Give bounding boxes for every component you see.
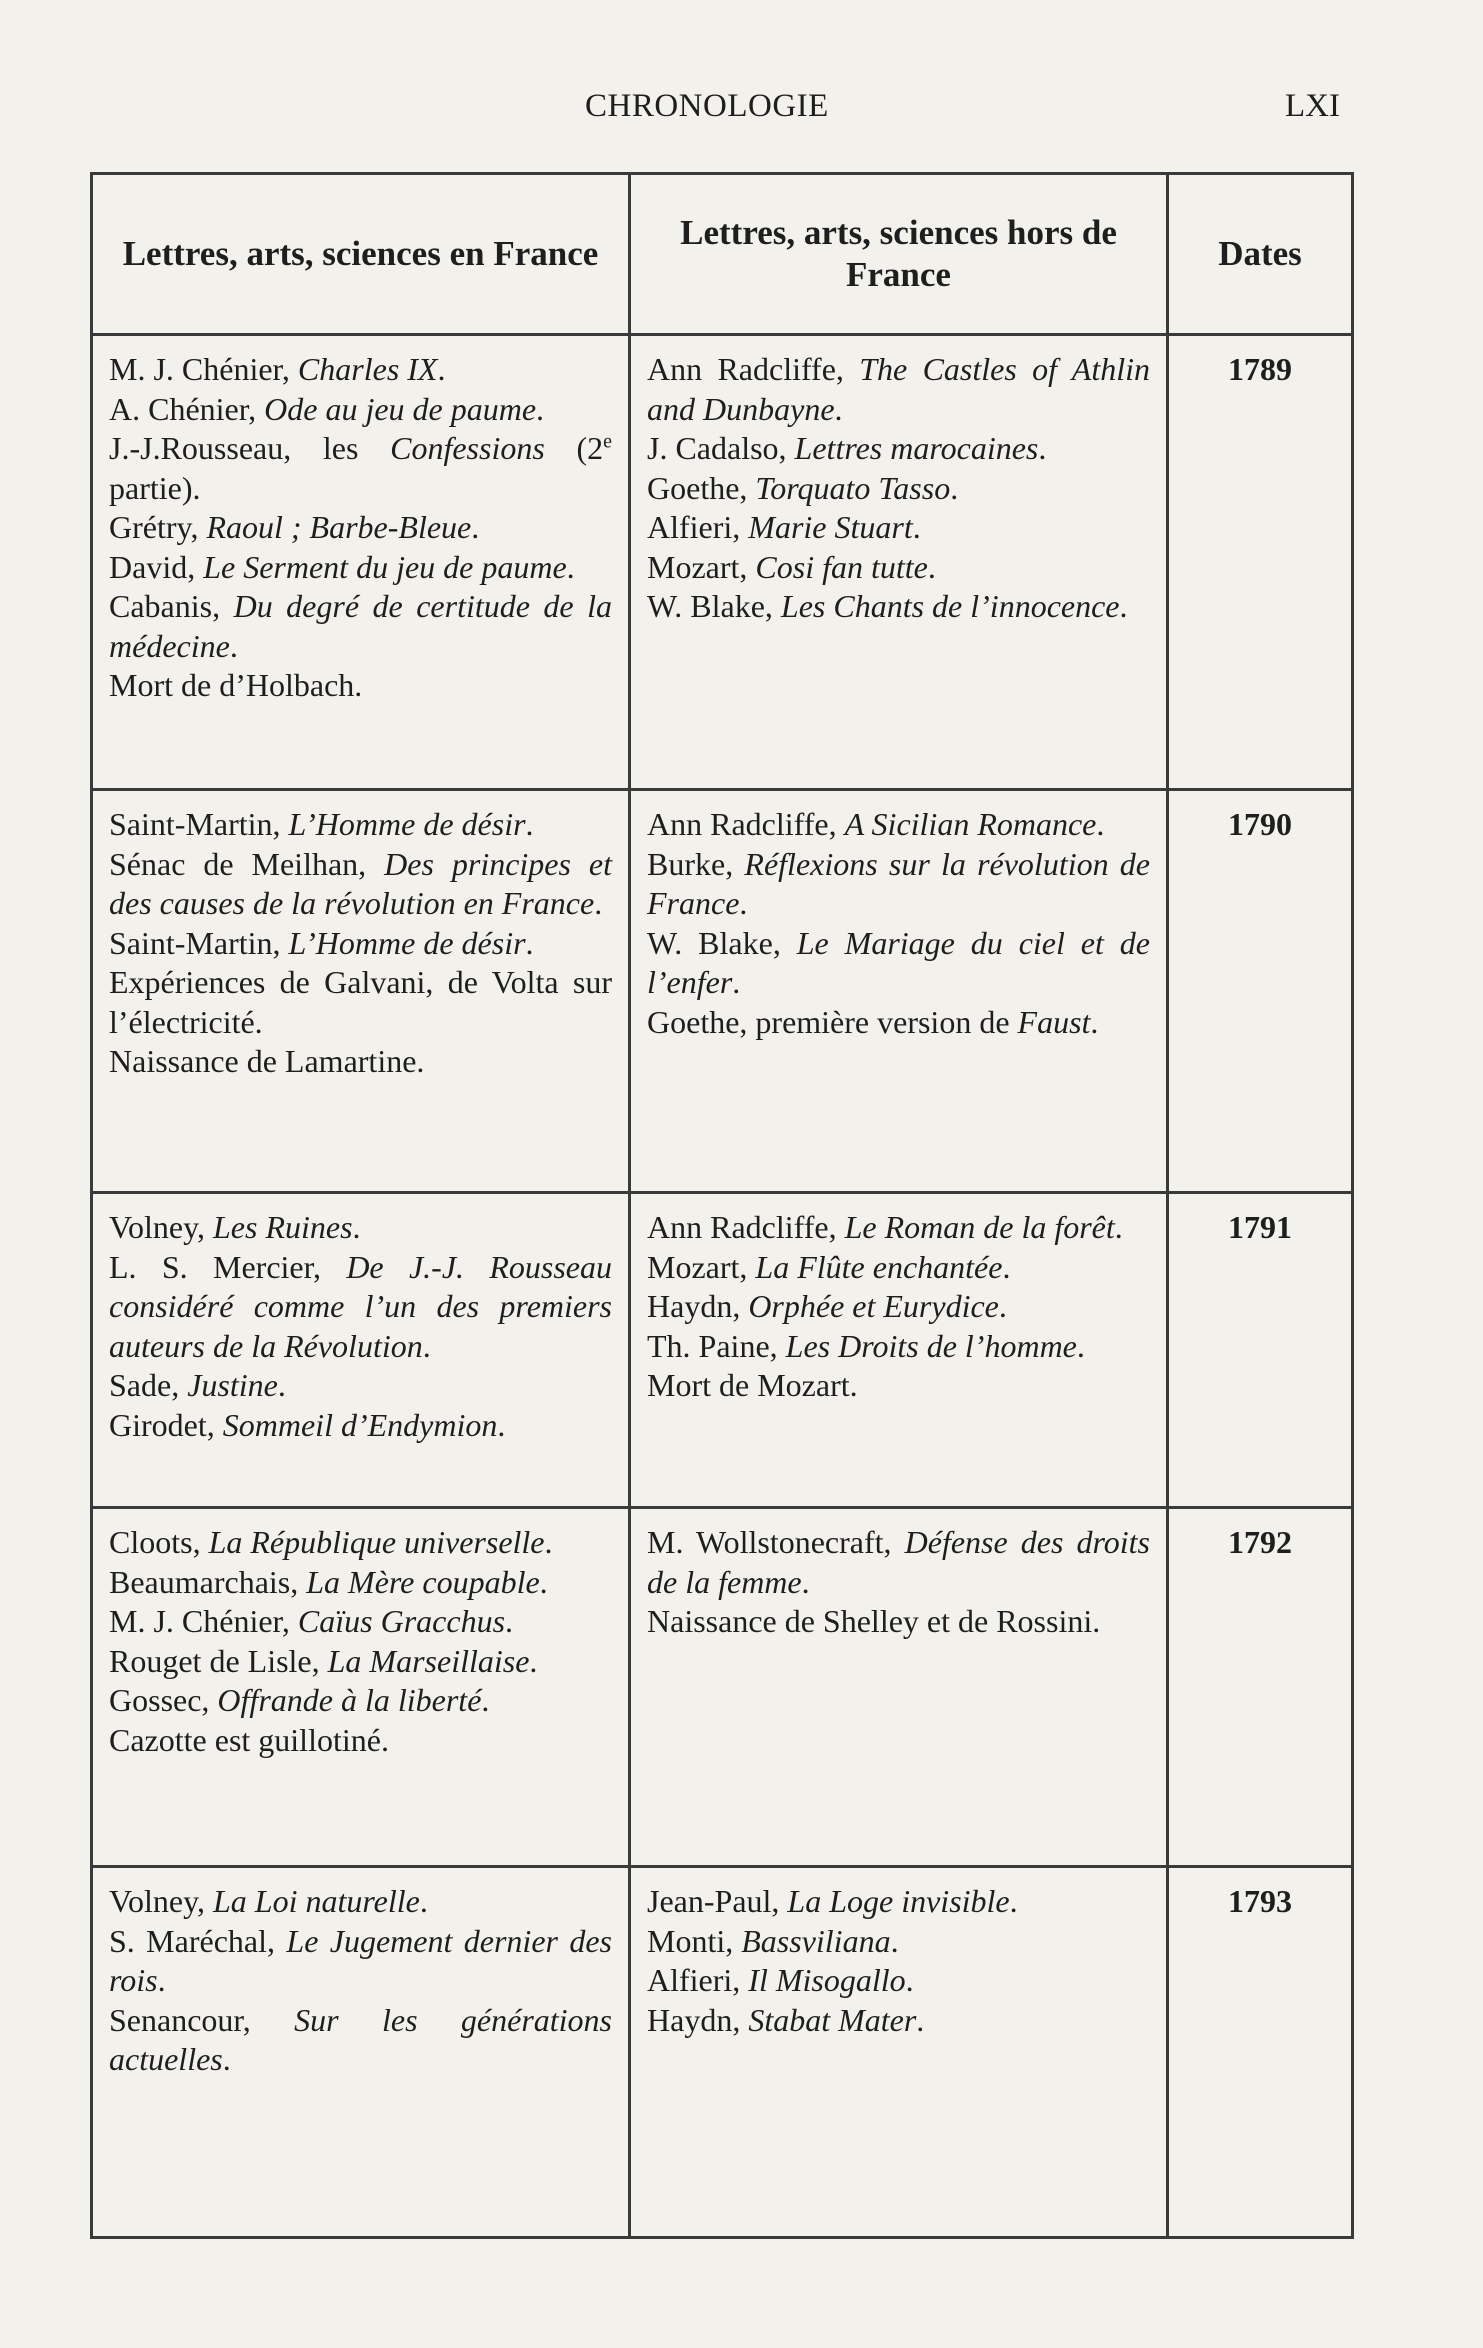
entry-work-title: Justine [187, 1367, 278, 1403]
entry-tail: . [419, 1883, 428, 1919]
entry-author: Ann Radcliffe, [647, 1209, 845, 1245]
entry-work-title: Il Misogallo [748, 1962, 906, 1998]
entry-tail: . [277, 1367, 286, 1403]
entry-author: Cabanis, [109, 588, 234, 624]
entry-tail: . [739, 885, 748, 921]
entry-work-title: Stabat Mater [748, 2001, 917, 2038]
header-row [92, 174, 1353, 335]
entry-author: Monti, [647, 1922, 742, 1959]
cell-abroad [630, 1193, 1168, 1508]
entry-work-title: La Flûte enchantée [755, 1248, 1003, 1285]
entry-tail: . [566, 548, 575, 585]
entry-work-title: La Loi naturelle [213, 1883, 420, 1919]
entry-author: Naissance de Shelley et de Rossini. [647, 1603, 1101, 1639]
header-dates: Dates [1168, 174, 1353, 335]
entry-work-title: Caïus Gracchus [297, 1603, 506, 1639]
entry-author: J. Cadalso, [647, 430, 795, 466]
entry-author: Volney, [109, 1883, 213, 1919]
entry-work-title: Défense des droits de la femme [647, 1524, 1151, 1600]
entry-author: Naissance de Lamartine. [109, 1043, 425, 1079]
entry-author: A. Chénier, [109, 390, 265, 427]
entry [109, 390, 612, 430]
entry-author: W. Blake, [647, 588, 781, 624]
entry-work-title: La République universelle [208, 1524, 545, 1560]
entry-tail: . [1009, 1883, 1018, 1919]
entry [109, 1208, 612, 1248]
entry-work-title: Confessions [390, 430, 545, 466]
entry-tail: . [222, 2041, 231, 2077]
entry-work-title: Torquato Tasso [755, 469, 951, 506]
entry-tail: . [481, 1682, 490, 1718]
entry [647, 587, 1150, 627]
entry-author: Alfieri, [647, 509, 749, 545]
entry-work-title: L’Homme de désir [288, 806, 526, 842]
cell-date: 1793 [1168, 1867, 1353, 2238]
entry-work-title: Le Serment du jeu de paume [203, 548, 567, 585]
entry-work-title: Les Chants de l’innocence [780, 588, 1120, 624]
entry-author: Goethe, première version de [647, 1003, 1018, 1040]
entry-work-title: Réflexions sur la révolution de France [647, 845, 1151, 921]
entry [647, 1327, 1150, 1367]
entry-author: Saint-Martin, [109, 806, 289, 842]
entry-tail: . [525, 924, 534, 961]
entry-author: Rouget de Lisle, [109, 1642, 328, 1679]
entry-author: Mort de d’Holbach. [109, 667, 363, 703]
entry-author: M. Wollstonecraft, [647, 1524, 905, 1560]
entry-author: Beaumarchais, [109, 1563, 307, 1600]
entry-author: Haydn, [647, 2001, 749, 2038]
entry-work-title: Du degré de certitude de la médecine [109, 588, 612, 664]
entry-work-title: La Marseillaise [327, 1642, 530, 1679]
page-number: LXI [1285, 88, 1340, 124]
entry-work-title: Les Droits de l’homme [785, 1327, 1077, 1364]
entry-tail: . [536, 390, 545, 427]
entry-author: Sade, [109, 1367, 188, 1403]
entry [109, 924, 612, 964]
entry-tail: . [422, 1327, 431, 1364]
entry-tail: . [834, 390, 843, 427]
entry-work-title: La Mère coupable [306, 1563, 540, 1600]
entry-work-title: Marie Stuart [748, 509, 913, 545]
entry-tail: . [1119, 588, 1128, 624]
entry-work-title: Bassviliana [741, 1922, 891, 1959]
entry-tail: . [801, 1563, 810, 1600]
entry-tail: . [890, 1922, 899, 1959]
entry [109, 2001, 612, 2080]
entry [647, 805, 1150, 845]
header-abroad: Lettres, arts, sciences hors de France [630, 174, 1168, 335]
entry [109, 1523, 612, 1563]
entry-tail: . [905, 1962, 914, 1998]
entry [647, 1366, 1150, 1406]
header-france: Lettres, arts, sciences en France [92, 174, 630, 335]
entry [647, 1287, 1150, 1327]
running-head [0, 88, 1483, 138]
entry-tail: . [229, 627, 238, 664]
entry-work-title: L’Homme de désir [288, 924, 526, 961]
entry-author: Ann Radcliffe, [647, 806, 845, 842]
entry-work-title: Raoul ; Barbe-Bleue [206, 509, 472, 545]
entry-author: Alfieri, [647, 1962, 749, 1998]
entry [109, 350, 612, 390]
entry-tail: . [916, 2001, 925, 2038]
entry-author: Ann Radcliffe, [647, 351, 860, 387]
table-row [92, 1867, 1353, 2238]
entry-work-title: The Castles of Athlin and Dunbayne [647, 351, 1151, 427]
entry [647, 469, 1150, 509]
entry [109, 587, 612, 666]
cell-france [92, 335, 630, 790]
entry-author: Gossec, [109, 1682, 218, 1718]
entry [647, 2001, 1150, 2041]
entry-work-title: Les Ruines [213, 1209, 353, 1245]
entry-work-title: Cosi fan tutte [755, 548, 928, 585]
entry-author: Girodet, [109, 1406, 223, 1443]
entry-author: W. Blake, [647, 924, 797, 961]
entry-tail: . [505, 1603, 514, 1639]
entry [647, 845, 1150, 924]
entry [647, 1003, 1150, 1043]
entry-tail: . [471, 509, 480, 545]
table-row [92, 1508, 1353, 1867]
entry [647, 1882, 1150, 1922]
entry [647, 1961, 1150, 2001]
entry-work-title: Sur les générations actuelles [109, 2001, 612, 2077]
entry [109, 548, 612, 588]
cell-france [92, 1193, 630, 1508]
entry [109, 429, 612, 508]
entry-author: J.-J.Rousseau, les [109, 430, 391, 466]
entry-work-title: Offrande à la liberté [217, 1682, 482, 1718]
entry-work-title: Des principes et des causes de la révolution en France [109, 845, 613, 921]
cell-france [92, 790, 630, 1193]
entry [109, 845, 612, 924]
entry-author: Cazotte est guillotiné. [109, 1721, 389, 1758]
entry-work-title: Le Roman de la forêt [844, 1209, 1115, 1245]
entry-tail: . [1038, 430, 1047, 466]
entry-tail: . [594, 885, 603, 921]
cell-date: 1791 [1168, 1193, 1353, 1508]
cell-france [92, 1867, 630, 2238]
entry-author: Saint-Martin, [109, 924, 289, 961]
entry-tail: . [1076, 1327, 1085, 1364]
entry-author: Senancour, [109, 2001, 295, 2038]
table-row [92, 1193, 1353, 1508]
entry-author: M. J. Chénier, [109, 351, 298, 387]
entry-tail: . [544, 1524, 553, 1560]
entry-tail: . [912, 509, 921, 545]
entry-tail: . [437, 351, 446, 387]
entry [109, 1922, 612, 2001]
entry [109, 1248, 612, 1367]
entry-work-title: Lettres marocaines [794, 430, 1039, 466]
entry-tail: . [927, 548, 936, 585]
entry-work-title: Orphée et Eurydice [748, 1288, 999, 1324]
entry-tail: . [1096, 806, 1105, 842]
entry-author: Cloots, [109, 1524, 209, 1560]
entry-author: Burke, [647, 845, 745, 882]
entry [647, 350, 1150, 429]
entry [647, 1922, 1150, 1962]
entry-author: David, [109, 548, 204, 585]
entry-tail: . [732, 964, 741, 1000]
entry-author: Mozart, [647, 548, 756, 585]
entry-author: M. J. Chénier, [109, 1603, 298, 1639]
entry [647, 1523, 1150, 1602]
entry-author: Goethe, [647, 469, 756, 506]
entry [647, 1248, 1150, 1288]
entry [109, 805, 612, 845]
entry-work-title: Ode au jeu de paume [264, 390, 537, 427]
entry [109, 666, 612, 706]
entry [109, 1721, 612, 1761]
entry-tail: . [1090, 1003, 1099, 1040]
entry-author: Expériences de Galvani, de Volta sur l’électricité. [109, 964, 612, 1040]
entry [109, 1681, 612, 1721]
entry-author: Mozart, [647, 1248, 756, 1285]
chronology-table [90, 172, 1354, 2239]
cell-abroad [630, 335, 1168, 790]
entry-work-title: De J.-J. Rousseau considéré comme l’un des premiers auteurs de la Révolution [109, 1248, 612, 1364]
entry-author: Volney, [109, 1209, 213, 1245]
entry-tail: . [497, 1406, 506, 1443]
entry [109, 1563, 612, 1603]
entry-author: Th. Paine, [647, 1327, 786, 1364]
entry-author: L. S. Mercier, [109, 1248, 347, 1285]
entry-tail: partie). [109, 469, 201, 506]
entry-work-title: Faust [1017, 1003, 1091, 1040]
entry-tail: . [529, 1642, 538, 1679]
entry-work-title: A Sicilian Romance [844, 806, 1097, 842]
entry [109, 1642, 612, 1682]
entry-tail: (2 [544, 430, 604, 466]
entry-tail: . [950, 469, 959, 506]
entry [109, 1882, 612, 1922]
entry [647, 429, 1150, 469]
cell-abroad [630, 1508, 1168, 1867]
entry [647, 1602, 1150, 1642]
entry-work-title: Charles IX [297, 351, 438, 387]
entry-tail: . [998, 1288, 1007, 1324]
entry-superscript: e [603, 430, 613, 453]
entry-tail: . [157, 1962, 166, 1998]
entry-author: Jean-Paul, [647, 1883, 788, 1919]
table-row [92, 335, 1353, 790]
entry-author: S. Maréchal, [109, 1922, 287, 1959]
entry [109, 1042, 612, 1082]
entry [647, 548, 1150, 588]
cell-date: 1790 [1168, 790, 1353, 1193]
entry-author: Sénac de Meilhan, [109, 845, 385, 882]
entry [109, 508, 612, 548]
entry [647, 508, 1150, 548]
entry [109, 1602, 612, 1642]
table-row [92, 790, 1353, 1193]
entry-work-title: Le Mariage du ciel et de l’enfer [647, 924, 1151, 1000]
entry-author: Grétry, [109, 509, 207, 545]
entry-tail: . [525, 806, 534, 842]
cell-abroad [630, 1867, 1168, 2238]
entry [109, 1366, 612, 1406]
entry-work-title: Sommeil d’Endymion [222, 1406, 498, 1443]
entry-work-title: Le Jugement dernier des rois [109, 1922, 613, 1998]
cell-date: 1792 [1168, 1508, 1353, 1867]
entry [647, 1208, 1150, 1248]
entry-tail: . [539, 1563, 548, 1600]
cell-abroad [630, 790, 1168, 1193]
entry-tail: . [1114, 1209, 1123, 1245]
cell-date: 1789 [1168, 335, 1353, 790]
page-title: CHRONOLOGIE [585, 88, 829, 124]
entry [647, 924, 1150, 1003]
entry [109, 1406, 612, 1446]
entry-author: Haydn, [647, 1288, 749, 1324]
entry-work-title: La Loge invisible [787, 1883, 1010, 1919]
entry-author: Mort de Mozart. [647, 1367, 858, 1403]
cell-france [92, 1508, 630, 1867]
entry [109, 963, 612, 1042]
entry-tail: . [352, 1209, 361, 1245]
entry-tail: . [1002, 1248, 1011, 1285]
